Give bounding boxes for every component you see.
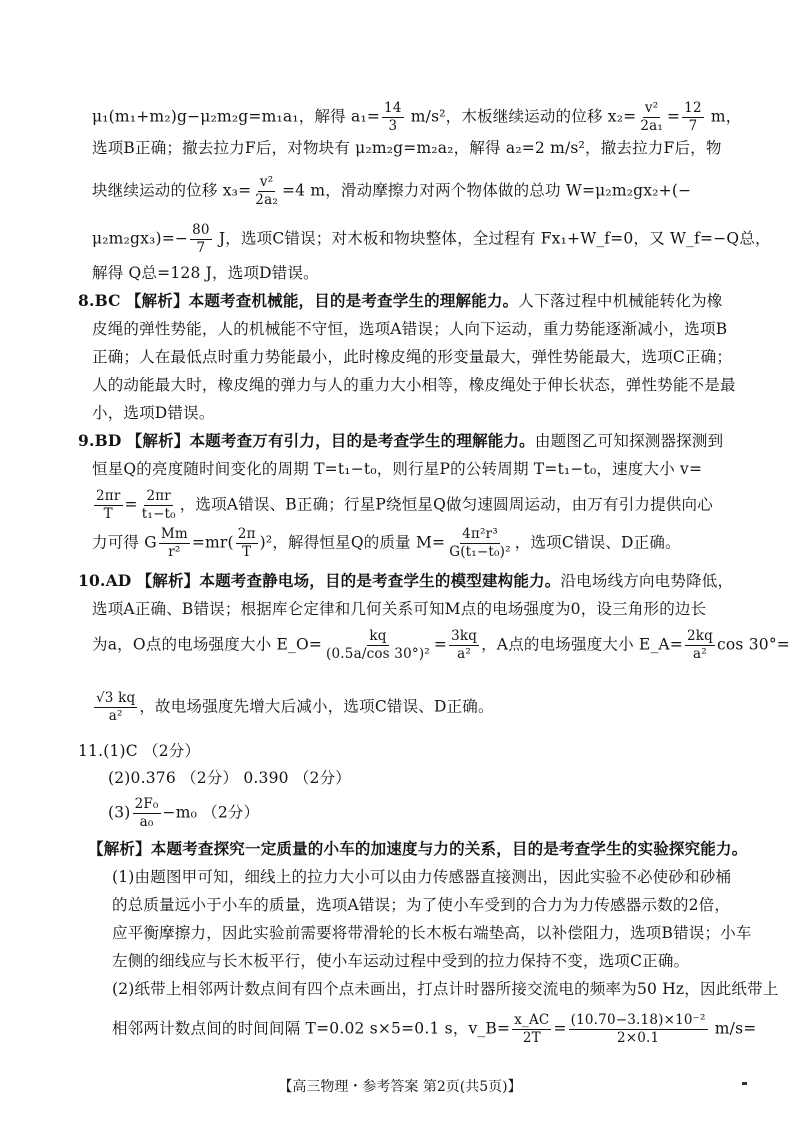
line-text: = [666,107,681,126]
numerator: v² [644,100,659,116]
numerator: 2π [237,526,256,542]
text-line [92,174,742,209]
numerator: (10.70−3.18)×10⁻² [570,1012,706,1028]
analysis-label: 【解析】本题考查机械能，目的是考查学生的理解能力。 [125,291,519,310]
denominator: a² [108,708,123,724]
numerator: 4π²r³ [462,526,498,542]
fraction [447,526,513,561]
fraction [382,100,404,135]
text-line [92,526,742,561]
numerator: 2πr [146,488,171,504]
line-text: −m₀ （2分） [162,803,260,822]
text-line: (1)由题图甲可知，细线上的拉力大小可以由力传感器直接测出，因此实验不必使砂和砂桶 [112,868,732,886]
denominator: a₀ [139,814,154,830]
text-line: 解得 Q总=128 J，选项D错误。 [92,264,319,282]
fraction [449,628,479,663]
fraction [569,1012,708,1047]
line-text: =4 m，滑动摩擦力对两个物体做的总功 W=μ₂m₂gx₂+(− [281,181,692,200]
numerator: 12 [684,100,702,116]
denominator: 2T [522,1030,541,1046]
denominator: r² [168,544,181,560]
numerator: Mm [160,526,188,542]
denominator: G(t₁−t₀)² [449,544,511,560]
text-line [92,100,742,135]
text-line: 的总质量远小于小车的质量，选项A错误；为了使小车受到的合力为力传感器示数的2倍， [112,896,731,914]
text-line [92,488,742,523]
denominator: (0.5a/cos 30°)² [326,646,430,662]
text-line [92,222,771,257]
text-line: 左侧的细线应与长木板平行，使小车运动过程中受到的拉力保持不变，选项C正确。 [112,952,690,970]
fraction [236,526,258,561]
denominator: T [103,506,113,522]
numerator: 80 [192,222,210,238]
numerator: 3kq [451,628,478,644]
denominator: 2a₁ [640,118,663,134]
fraction [94,488,123,523]
text-line: 选项A正确、B错误；根据库仑定律和几何关系可知M点的电场强度为0，设三角形的边长 [92,600,707,618]
scan-mark [742,1082,747,1085]
denominator: 3 [388,118,398,134]
text-line: 正确；人在最低点时重力势能最小，此时橡皮绳的形变量最大，弹性势能最大，选项C正确； [92,348,733,366]
question-8-header [78,290,742,312]
denominator: t₁−t₀ [141,506,176,522]
denominator: 2×0.1 [616,1030,660,1046]
line-text: m/s= [709,1019,757,1038]
denominator: a² [457,646,472,662]
question-number: 10.AD [78,571,132,590]
line-text: μ₂m₂gx₃)=− [92,229,189,248]
denominator: 7 [196,240,206,256]
text-line: (2)纸带上相邻两计数点间有四个点未画出，打点计时器所接交流电的频率为50 Hz，因此纸带上 [112,980,779,998]
line-text: 由题图乙可知探测器探测到 [534,432,724,450]
fraction [253,174,280,209]
numerator: 2kq [686,628,713,644]
line-text: m， [705,107,742,126]
fraction [94,690,137,725]
page-footer: 【高三物理・参考答案 第2页(共5页)】 [278,1079,522,1095]
text-line: 选项B正确；撤去拉力F后，对物块有 μ₂m₂g=m₂a₂，解得 a₂=2 m/s²，撤去拉力F后，物 [92,139,722,157]
question-11-answer-3 [108,796,742,831]
text-line: 小，选项D错误。 [92,404,215,422]
line-text: 块继续运动的位移 x₃= [92,181,252,200]
question-9-header [78,430,742,452]
text-line [112,1012,762,1047]
numerator: kq [369,628,387,644]
text-line: 皮绳的弹性势能，人的机械能不守恒，选项A错误；人向下运动，重力势能逐渐减小，选项B [92,320,728,338]
denominator: a² [693,646,707,662]
line-text: )²，解得恒星Q的质量 M= [259,533,446,552]
text-line: 恒星Q的亮度随时间变化的周期 T=t₁−t₀，则行星P的公转周期 T=t₁−t₀，速度大小 v= [92,460,703,478]
line-text: = [124,495,138,514]
line-text: 人下落过程中机械能转化为橡 [518,292,723,310]
line-text: 沿电场线方向电势降低， [560,572,734,590]
denominator: T [242,544,252,560]
line-text: 相邻两计数点间的时间间隔 T=0.02 s×5=0.1 s，v_B= [112,1019,511,1038]
fraction [190,222,212,257]
line-text: ，选项A错误、B正确；行星P绕恒星Q做匀速圆周运动，由万有引力提供向心 [179,495,713,514]
fraction [638,100,665,135]
line-text: cos 30°= [717,635,790,654]
numerator: √3 kq [96,690,136,706]
fraction [133,796,161,831]
line-text: ，故电场强度先增大后减小，选项C错误、D正确。 [139,697,494,716]
text-line [92,628,790,663]
fraction [324,628,432,663]
fraction [685,628,715,663]
fraction [682,100,704,135]
question-number: 9.BD [78,431,122,450]
text-line [92,690,742,725]
numerator: 2F₀ [134,796,159,812]
question-11-answer-1: 11.(1)C （2分） [78,742,201,760]
question-11-answer-2: (2)0.376 （2分） 0.390 （2分） [108,769,352,787]
line-text: =mr( [191,533,234,552]
line-text: μ₁(m₁+m₂)g−μ₂m₂g=m₁a₁，解得 a₁= [92,107,381,126]
fraction [140,488,178,523]
analysis-label: 【解析】本题考查静电场，目的是考查学生的模型建构能力。 [136,571,561,590]
denominator: 7 [688,118,698,134]
text-line: 应平衡摩擦力，因此实验前需要将带滑轮的长木板右端垫高，以补偿阻力，选项B错误；小车 [112,924,752,942]
fraction [159,526,190,561]
line-text: ，选项C错误、D正确。 [514,533,681,552]
line-text: = [433,635,448,654]
text-line: 人的动能最大时，橡皮绳的弹力与人的重力大小相等，橡皮绳处于伸长状态，弹性势能不是最 [92,376,736,394]
line-text: 力可得 G [92,533,157,552]
line-text: (3) [108,803,131,822]
numerator: 2πr [96,488,121,504]
numerator: 14 [384,100,402,116]
line-text: m/s²，木板继续运动的位移 x₂= [405,107,637,126]
line-text: 为a，O点的电场强度大小 E_O= [92,635,323,654]
numerator: v² [259,174,274,190]
numerator: x_AC [514,1012,550,1028]
question-number: 8.BC [78,291,121,310]
question-10-header [78,570,742,592]
line-text: J，选项C错误；对木板和物块整体，全过程有 Fx₁+W_f=0，又 W_f=−Q总， [213,229,771,248]
denominator: 2a₂ [255,192,278,208]
line-text: ，A点的电场强度大小 E_A= [481,635,683,654]
analysis-label: 【解析】本题考查万有引力，目的是考查学生的理解能力。 [126,431,535,450]
fraction [512,1012,551,1047]
line-text: = [553,1019,567,1038]
analysis-label: 【解析】本题考查探究一定质量的小车的加速度与力的关系，目的是考查学生的实验探究能力。 [88,839,748,858]
